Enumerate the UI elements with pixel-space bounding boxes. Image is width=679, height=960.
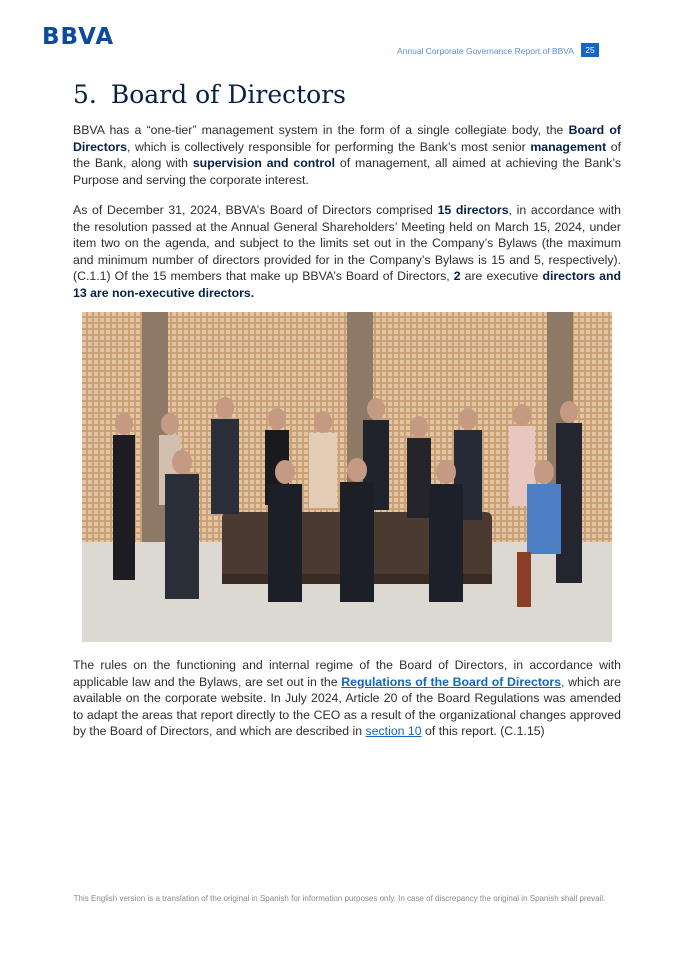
highlight-management: management: [530, 139, 607, 154]
text-run: are executive: [460, 269, 543, 284]
text-run: The rules on the functioning and internal regime of the Board of Directors, in accordance with applicable law and the Bylaws, are set out in the: [73, 658, 621, 689]
highlight-supervision: supervision and control: [192, 156, 336, 171]
text-run: , which is collectively responsible for performing the Bank’s most senior: [127, 139, 531, 154]
highlight-15-directors: 15 directors: [437, 203, 509, 217]
text-run: of this report. (C.1.15): [421, 724, 545, 739]
page-number: 25: [581, 43, 599, 57]
paragraph-intro: [73, 122, 621, 188]
regulations-link[interactable]: Regulations of the Board of Directors: [341, 674, 562, 689]
text-run: of management, all aimed at achieving the Bank’s Purpose and serving the corporate interest.: [73, 156, 621, 187]
paragraph-regulations: [73, 657, 621, 740]
board-photo: [82, 312, 612, 642]
text-run: of the Bank, along with: [73, 139, 621, 171]
section-number: 5.: [73, 80, 97, 109]
text-run: , which are available on the corporate website. In July 2024, Article 20 of the Board Regulations was amended to adapt the areas that report directly to the CEO as a result of the organizational changes approved by the Board of Directors, and which are described in: [73, 674, 621, 739]
highlight-executive-count: 2: [453, 269, 461, 284]
text-run: As of December 31, 2024, BBVA’s Board of Directors comprised: [73, 203, 438, 217]
paragraph-composition: [73, 202, 621, 302]
page-title: [73, 80, 346, 109]
footer-disclaimer: This English version is a translation of the original in Spanish for information purposes only. In case of discrepancy the original in Spanish shall prevail.: [73, 894, 606, 903]
text-run: BBVA has a “one-tier” management system in the form of a single collegiate body, the: [73, 123, 569, 137]
highlight-board: Board of Directors: [73, 123, 621, 154]
report-title: Annual Corporate Governance Report of BBVA: [396, 46, 574, 56]
bbva-logo: BBVA: [42, 24, 115, 50]
section-title: Board of Directors: [110, 80, 347, 109]
highlight-non-executive: directors and 13 are non-executive directors.: [73, 269, 621, 300]
text-run: , in accordance with the resolution passed at the Annual General Shareholders’ Meeting held on March 15, 2024, under item two on the agenda, and subject to the limits set out in the Company’s Bylaws (the maximum and minimum number of directors provided for in the Company’s Bylaws is 15 and 5, respectively). (C.1.1) Of the 15 members that make up BBVA’s Board of Directors,: [73, 203, 621, 284]
section-10-link[interactable]: section 10: [365, 724, 422, 739]
